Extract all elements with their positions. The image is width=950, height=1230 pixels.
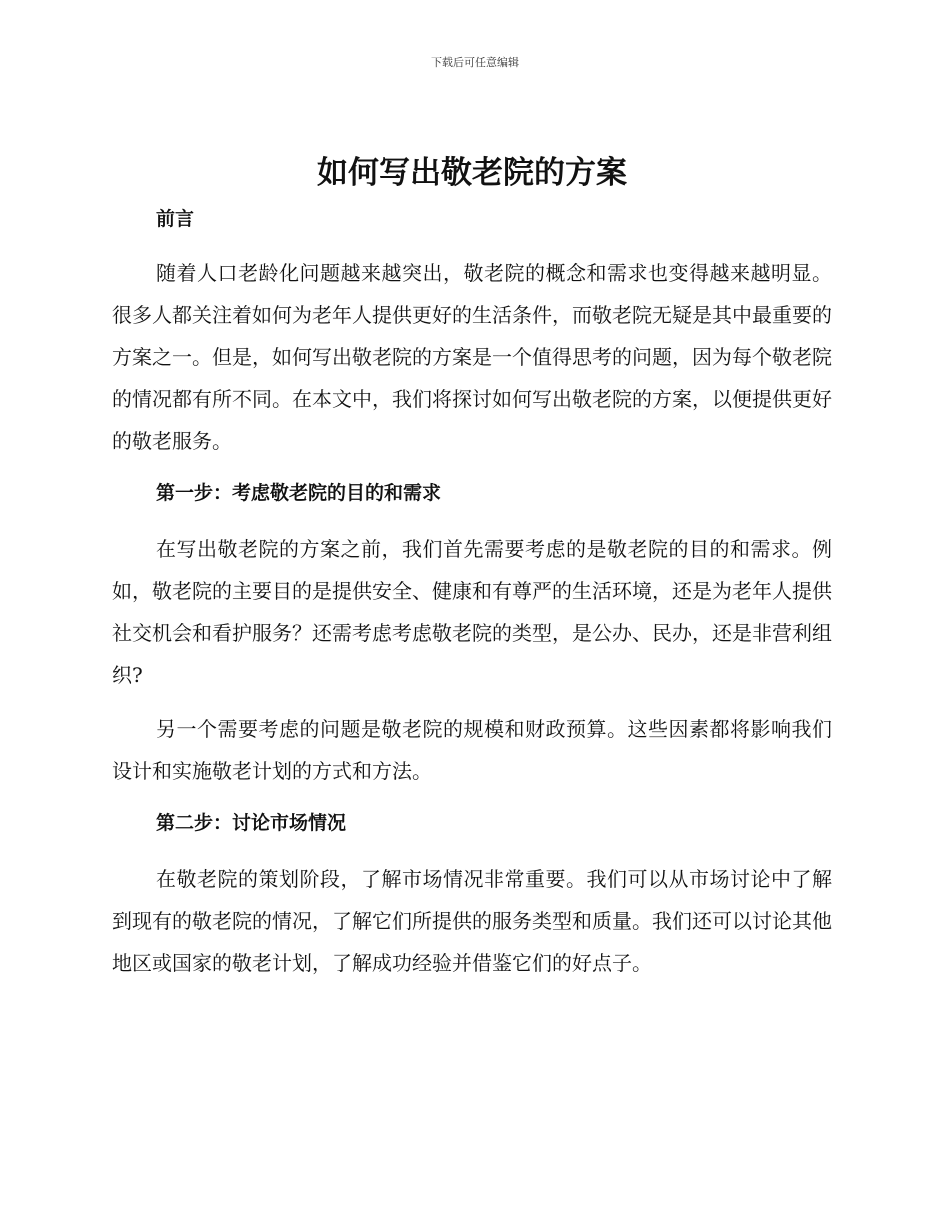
- paragraph-step-1-2: 另一个需要考虑的问题是敬老院的规模和财政预算。这些因素都将影响我们设计和实施敬老计划的方式和方法。: [112, 717, 832, 783]
- section-heading-preface: 前言: [156, 208, 195, 230]
- section-heading-step-2: 第二步：讨论市场情况: [156, 812, 347, 834]
- paragraph-step-1-1: 在写出敬老院的方案之前，我们首先需要考虑的是敬老院的目的和需求。例如，敬老院的主要目的是提供安全、健康和有尊严的生活环境，还是为老年人提供社交机会和看护服务？还需考虑考虑敬老院的类型，是公办、民办，还是非营利组织?: [112, 537, 832, 687]
- paragraph-preface-1: 随着人口老龄化问题越来越突出，敬老院的概念和需求也变得越来越明显。很多人都关注着如何为老年人提供更好的生活条件，而敬老院无疑是其中最重要的方案之一。但是，如何写出敬老院的方案是一个值得思考的问题，因为每个敬老院的情况都有所不同。在本文中，我们将探讨如何写出敬老院的方案，以便提供更好的敬老服务。: [112, 261, 832, 453]
- document-title: 如何写出敬老院的方案: [317, 155, 627, 191]
- page-header-note: 下载后可任意编辑: [431, 56, 519, 69]
- paragraph-step-2-1: 在敬老院的策划阶段，了解市场情况非常重要。我们可以从市场讨论中了解到现有的敬老院的情况，了解它们所提供的服务类型和质量。我们还可以讨论其他地区或国家的敬老计划，了解成功经验并借鉴它们的好点子。: [112, 867, 832, 975]
- document-body: [112, 148, 832, 984]
- section-heading-step-1: 第一步：考虑敬老院的目的和需求: [156, 482, 442, 504]
